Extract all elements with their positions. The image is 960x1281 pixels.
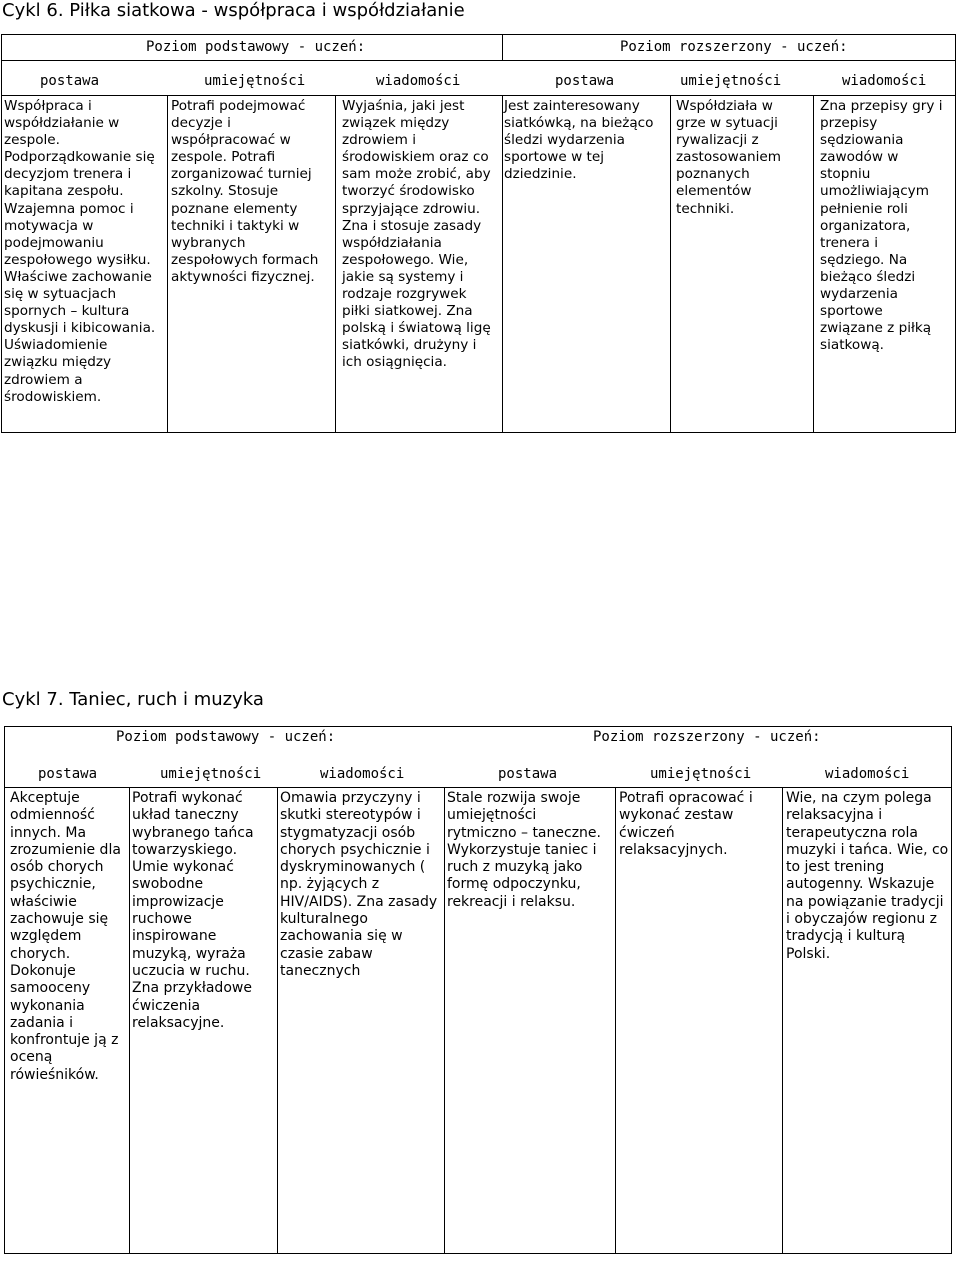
cycle6-title: Cykl 6. Piłka siatkowa - współpraca i współdziałanie [2,0,465,21]
cycle6-cell-postawa-ext: Jest zainteresowany siatkówką, na bieżąco śledzi wydarzenia sportowe w tej dziedzinie. [504,98,654,183]
cycle6-cell-wiadomosci-ext: Zna przepisy gry i przepisy sędziowania zawodów w stopniu umożliwiającym pełnienie roli organizatora, trenera i sędziego. Na bieżąco śledzi wydarzenia sportowe związane z piłką siatkową. [820,98,943,354]
cycle7-cell-umiejetnosci-ext: Potrafi opracować i wykonać zestaw ćwiczeń relaksacyjnych. [619,790,753,858]
cycle6-cell-umiejetnosci-ext: Współdziała w grze w sytuacji rywalizacji z zastosowaniem poznanych elementów techniki. [676,98,782,217]
cycle6-colhead: umiejętności [204,73,306,89]
cycle7-cell-wiadomosci: Omawia przyczyny i skutki stereotypów i stygmatyzacji osób chorych psychicznie i dyskryminowanych ( np. żyjących z HIV/AIDS). Zna zasady kulturalnego zachowania się w czasie zabaw tanecznych [280,790,438,979]
cycle6-colhead: wiadomości [842,73,927,89]
cycle6-col-divider [502,95,503,433]
cycle7-cell-postawa: Akceptuje odmienność innych. Ma zrozumienie dla osób chorych psychicznie, właściwie zachowuje się względem chorych. Dokonuje samooceny wykonania zadania i konfrontuje ją z oceną rówieśników. [10,790,121,1083]
cycle6-colhead: postawa [40,73,100,89]
cycle6-col-divider [167,95,168,433]
cycle7-colhead: umiejętności [160,766,262,782]
cycle7-col-divider [782,787,783,1254]
cycle7-colhead: wiadomości [825,766,910,782]
cycle7-col-divider [277,787,278,1254]
cycle7-colhead: postawa [498,766,558,782]
cycle7-colhead: wiadomości [320,766,405,782]
cycle6-col-divider [813,95,814,433]
cycle6-cell-wiadomosci: Wyjaśnia, jaki jest związek między zdrowiem i środowiskiem oraz co sam może zrobić, aby tworzyć środowisko sprzyjające zdrowiu. Zna i stosuje zasady współdziałania zespołowego. Wie, jakie są systemy i rodzaje rozgrywek piłki siatkowej. Zna polską i światową ligę siatkówki, drużyny i ich osiągnięcia. [342,98,491,371]
cycle7-col-divider [444,787,445,1254]
cycle7-cell-umiejetnosci: Potrafi wykonać układ taneczny wybranego tańca towarzyskiego. Umie wykonać swobodne improwizacje ruchowe inspirowane muzyką, wyraża uczucia w ruchu. Zna przykładowe ćwiczenia relaksacyjne. [132,790,254,1031]
cycle7-colhead: umiejętności [650,766,752,782]
cycle7-level-basic: Poziom podstawowy - uczeń: [116,729,336,745]
cycle6-level-basic: Poziom podstawowy - uczeń: [146,39,366,55]
cycle6-cell-umiejetnosci: Potrafi podejmować decyzje i współpracować w zespole. Potrafi zorganizować turniej szkolny. Stosuje poznane elementy techniki i taktyki w wybranych zespołowych formach aktywności fizycznej. [171,98,319,285]
cycle7-colhead-divider [4,787,952,788]
cycle6-col-divider [670,95,671,433]
cycle7-cell-postawa-ext: Stale rozwija swoje umiejętności rytmiczno – taneczne. Wykorzystuje taniec i ruch z muzyką jako formę odpoczynku, rekreacji i relaksu. [447,790,601,910]
cycle6-colhead: umiejętności [680,73,782,89]
cycle6-colhead: postawa [555,73,615,89]
cycle7-title: Cykl 7. Taniec, ruch i muzyka [2,689,264,710]
cycle7-col-divider [615,787,616,1254]
cycle6-colhead: wiadomości [376,73,461,89]
cycle6-col-divider [335,95,336,433]
cycle7-col-divider [129,787,130,1254]
cycle6-cell-postawa: Współpraca i współdziałanie w zespole. Podporządkowanie się decyzjom trenera i kapitana zespołu. Wzajemna pomoc i motywacja w podejmowaniu zespołowego wysiłku. Właściwe zachowanie się w sytuacjach spornych – kultura dyskusji i kibicowania. Uświadomienie związku między zdrowiem a środowiskiem. [4,98,156,405]
cycle7-level-extended: Poziom rozszerzony - uczeń: [593,729,821,745]
cycle7-colhead: postawa [38,766,98,782]
cycle6-header-divider [1,60,956,61]
cycle6-level-extended: Poziom rozszerzony - uczeń: [620,39,848,55]
cycle6-level-divider [502,34,503,60]
cycle7-cell-wiadomosci-ext: Wie, na czym polega relaksacyjna i terapeutyczna rola muzyki i tańca. Wie, co to jest trening autogenny. Wskazuje na powiązanie tradycji i obyczajów regionu z tradycją i kulturą Polski. [786,790,949,962]
